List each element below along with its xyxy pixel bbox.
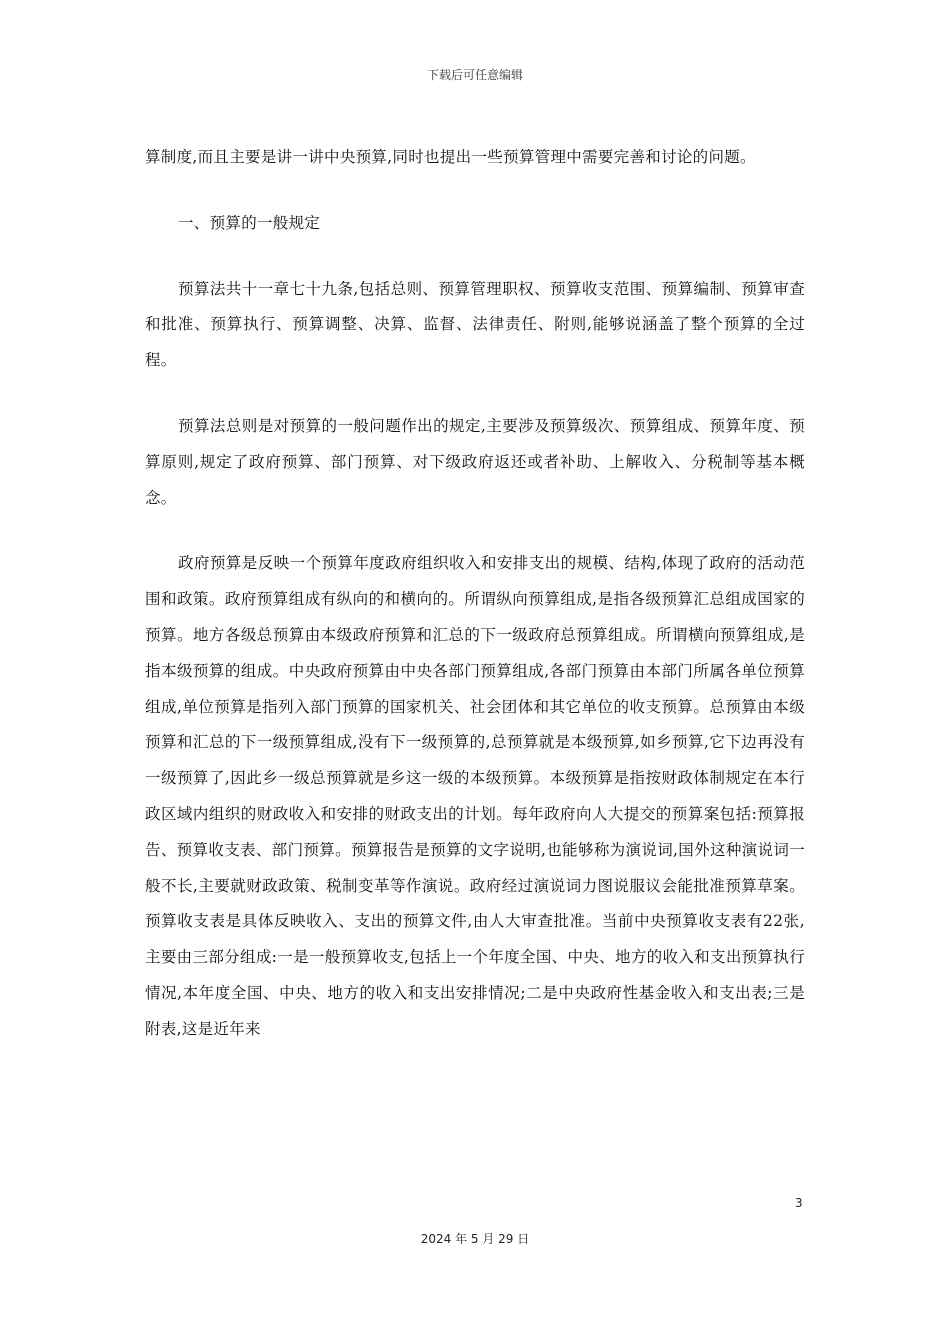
- page-header: 下载后可任意编辑: [426, 68, 523, 82]
- body-paragraph: 预算法共十一章七十九条,包括总则、预算管理职权、预算收支范围、预算编制、预算审查和批准、预算执行、预算调整、决算、监督、法律责任、附则,能够说涵盖了整个预算的全过程。: [145, 279, 805, 370]
- page-number: 3: [795, 1196, 803, 1210]
- page-footer-date: 2024 年 5 月 29 日: [420, 1232, 530, 1246]
- section-heading: 一、预算的一般规定: [178, 213, 321, 232]
- document-body: [145, 140, 805, 1048]
- body-paragraph-continued: 算制度,而且主要是讲一讲中央预算,同时也提出一些预算管理中需要完善和讨论的问题。: [145, 148, 756, 166]
- body-paragraph: 预算法总则是对预算的一般问题作出的规定,主要涉及预算级次、预算组成、预算年度、预算原则,规定了政府预算、部门预算、对下级政府返还或者补助、上解收入、分税制等基本概念。: [145, 416, 805, 507]
- body-paragraph: 政府预算是反映一个预算年度政府组织收入和安排支出的规模、结构,体现了政府的活动范围和政策。政府预算组成有纵向的和横向的。所谓纵向预算组成,是指各级预算汇总组成国家的预算。地方各级总预算由本级政府预算和汇总的下一级政府总预算组成。所谓横向预算组成,是指本级预算的组成。中央政府预算由中央各部门预算组成,各部门预算由本部门所属各单位预算组成,单位预算是指列入部门预算的国家机关、社会团体和其它单位的收支预算。总预算由本级预算和汇总的下一级预算组成,没有下一级预算的,总预算就是本级预算,如乡预算,它下边再没有一级预算了,因此乡一级总预算就是乡这一级的本级预算。本级预算是指按财政体制规定在本行政区域内组织的财政收入和安排的财政支出的计划。每年政府向人大提交的预算案包括:预算报告、预算收支表、部门预算。预算报告是预算的文字说明,也能够称为演说词,国外这种演说词一般不长,主要就财政政策、税制变革等作演说。政府经过演说词力图说服议会能批准预算草案。预算收支表是具体反映收入、支出的预算文件,由人大审查批准。当前中央预算收支表有22张,主要由三部分组成:一是一般预算收支,包括上一个年度全国、中央、地方的收入和支出预算执行情况,本年度全国、中央、地方的收入和支出安排情况;二是中央政府性基金收入和支出表;三是附表,这是近年来: [145, 554, 805, 1038]
